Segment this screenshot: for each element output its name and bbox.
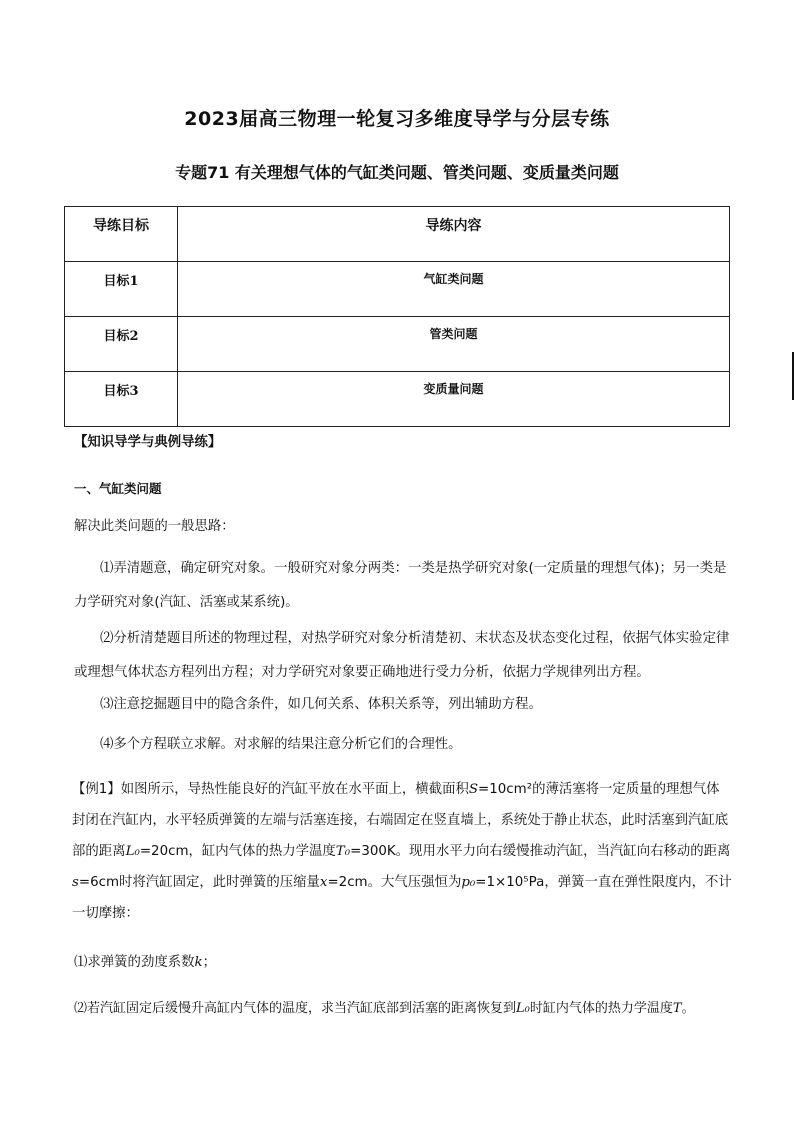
question-text: ；: [202, 955, 217, 970]
example-text: =10cm²的薄活塞将一定质量的理想气体封闭在汽缸内，水平轻质弹簧的左端与活塞连接，右端固定在竖直墙上，系统处于静止状态，此时活塞到汽缸底部的距离: [72, 782, 729, 859]
table-row: [65, 372, 730, 427]
symbol: T: [672, 1001, 682, 1016]
table-header-row: [65, 207, 730, 262]
symbol: L₀: [125, 844, 140, 859]
symbol: p₀: [461, 875, 476, 890]
table-row: [65, 317, 730, 372]
question-2: [74, 992, 742, 1026]
example-text: =2cm。大气压强恒为: [327, 875, 462, 890]
step-paragraph: ⑴弄清题意，确定研究对象。一般研究对象分两类：一类是热学研究对象(一定质量的理想气体)；另一类是力学研究对象(汽缸、活塞或某系统)。: [74, 561, 727, 610]
content-cell: 管类问题: [178, 317, 730, 372]
header-goal: 导练目标: [65, 207, 178, 262]
example-text: =300K。现用水平力向右缓慢推动汽缸，当汽缸向右移动的距离: [350, 844, 731, 859]
section-heading: 一、气缸类问题: [74, 481, 162, 496]
intro-text: 解决此类问题的一般思路：: [74, 519, 235, 534]
example-text: 如图所示，导热性能良好的汽缸平放在水平面上，横截面积: [120, 782, 469, 797]
goal-cell: 目标1: [65, 262, 178, 317]
example-text: =1×10⁵Pa，弹簧一直在弹性限度内，不计一切摩擦：: [72, 875, 732, 921]
question-text: 时缸内气体的热力学温度: [529, 1001, 673, 1016]
symbol: s: [72, 875, 79, 890]
content-cell: 变质量问题: [178, 372, 730, 427]
symbol: x: [319, 875, 328, 890]
goal-cell: 目标2: [65, 317, 178, 372]
example-label: 【例1】: [72, 782, 121, 797]
goals-table: [64, 206, 730, 427]
table-row: [65, 262, 730, 317]
example-text: =6cm时将汽缸固定，此时弹簧的压缩量: [78, 875, 320, 890]
symbol: L₀: [516, 1001, 530, 1016]
section-banner: 【知识导学与典例导练】: [74, 435, 222, 450]
content-cell: 气缸类问题: [178, 262, 730, 317]
question-text: ⑵若汽缸固定后缓慢升高缸内气体的温度，求当汽缸底部到活塞的距离恢复到: [74, 1001, 517, 1016]
symbol: k: [194, 955, 203, 970]
example-text: =20cm，缸内气体的热力学温度: [139, 844, 336, 859]
step-paragraph: ⑶注意挖掘题目中的隐含条件，如几何关系、体积关系等，列出辅助方程。: [100, 697, 542, 712]
goal-cell: 目标3: [65, 372, 178, 427]
step-paragraph: ⑵分析清楚题目所述的物理过程，对热学研究对象分析清楚初、末状态及状态变化过程，依据气体实验定律或理想气体状态方程列出方程；对力学研究对象要正确地进行受力分析，依据力学规律列出方程。: [74, 631, 730, 680]
question-1: [74, 946, 734, 980]
symbol: T₀: [335, 844, 351, 859]
page-title: 2023届高三物理一轮复习多维度导学与分层专练: [184, 108, 610, 130]
page-subtitle: 专题71 有关理想气体的气缸类问题、管类问题、变质量类问题: [175, 163, 619, 182]
question-text: 。: [681, 1001, 695, 1016]
step-paragraph: ⑷多个方程联立求解。对求解的结果注意分析它们的合理性。: [100, 737, 462, 752]
symbol: S: [468, 782, 479, 797]
example-paragraph: [72, 774, 732, 929]
header-content: 导练内容: [178, 207, 730, 262]
question-text: ⑴求弹簧的劲度系数: [74, 955, 195, 970]
